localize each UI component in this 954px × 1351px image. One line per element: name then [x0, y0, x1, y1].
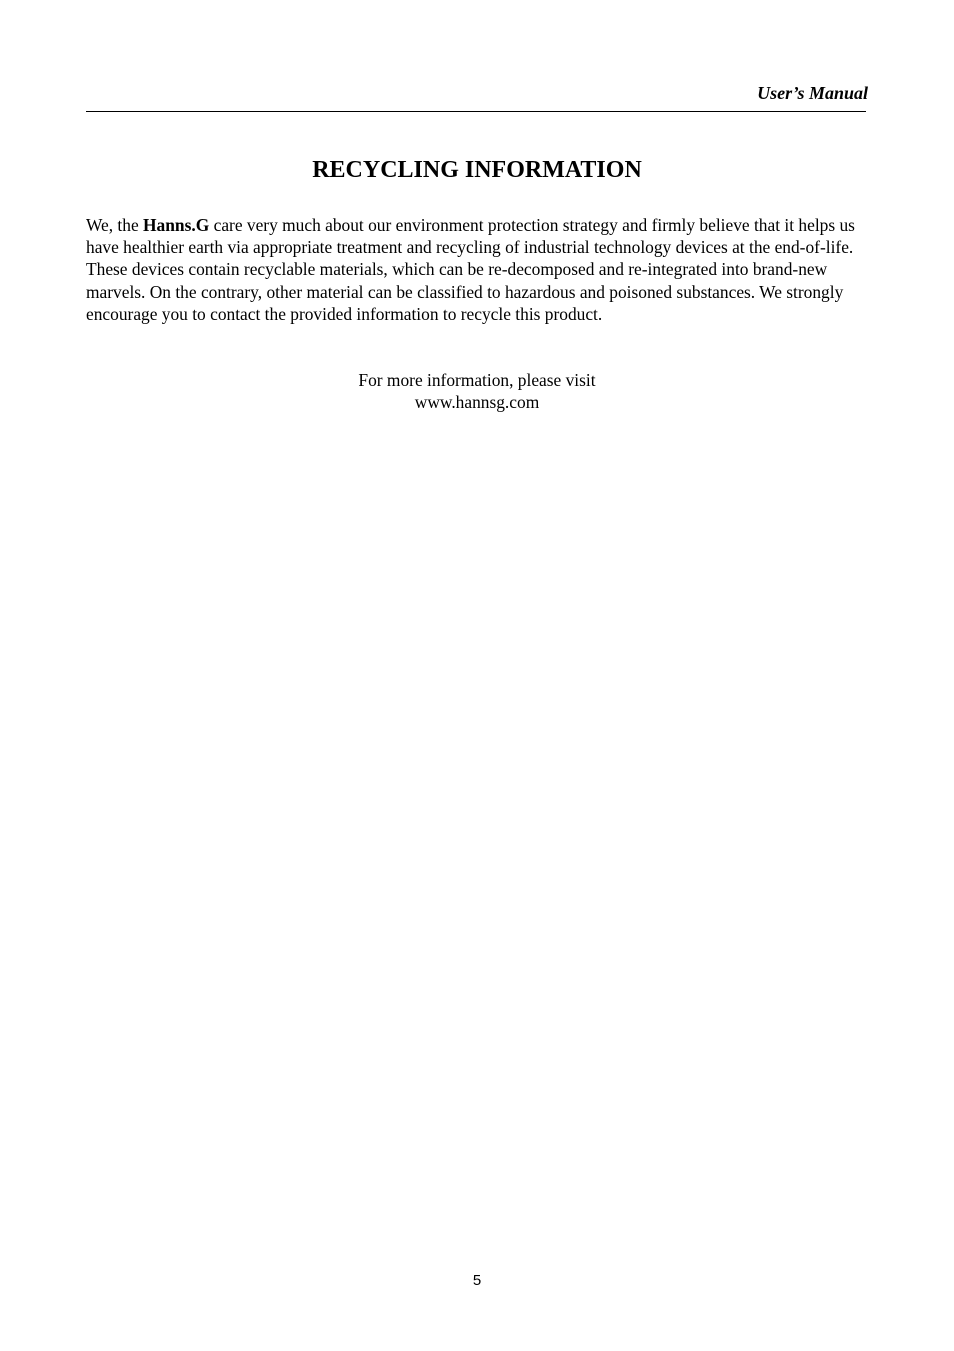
more-info-text: For more information, please visit	[358, 370, 596, 390]
intro-prefix: We, the	[86, 215, 144, 235]
brand-name: Hanns.G	[143, 215, 210, 235]
intro-paragraph	[86, 214, 876, 258]
recycling-paragraph: These devices contain recyclable materials, which can be re-decomposed and re-integrated into brand-new marvels. On the contrary, other material can be classified to hazardous and poisoned substances. We strongly encourage you to contact the provided information to recycle this product.	[86, 259, 844, 324]
page-title: RECYCLING INFORMATION	[312, 157, 642, 183]
page-number: 5	[472, 1272, 482, 1289]
body-text	[86, 214, 876, 325]
intro-rest: care very much about our environment protection strategy and firmly believe that it helps us have healthier earth via appropriate treatment and recycling of industrial technology devices at the end-of-life.	[86, 215, 855, 258]
more-info-block	[0, 369, 954, 413]
header-divider	[86, 111, 866, 112]
website-url: www.hannsg.com	[414, 392, 540, 413]
running-header: User’s Manual	[757, 83, 868, 103]
